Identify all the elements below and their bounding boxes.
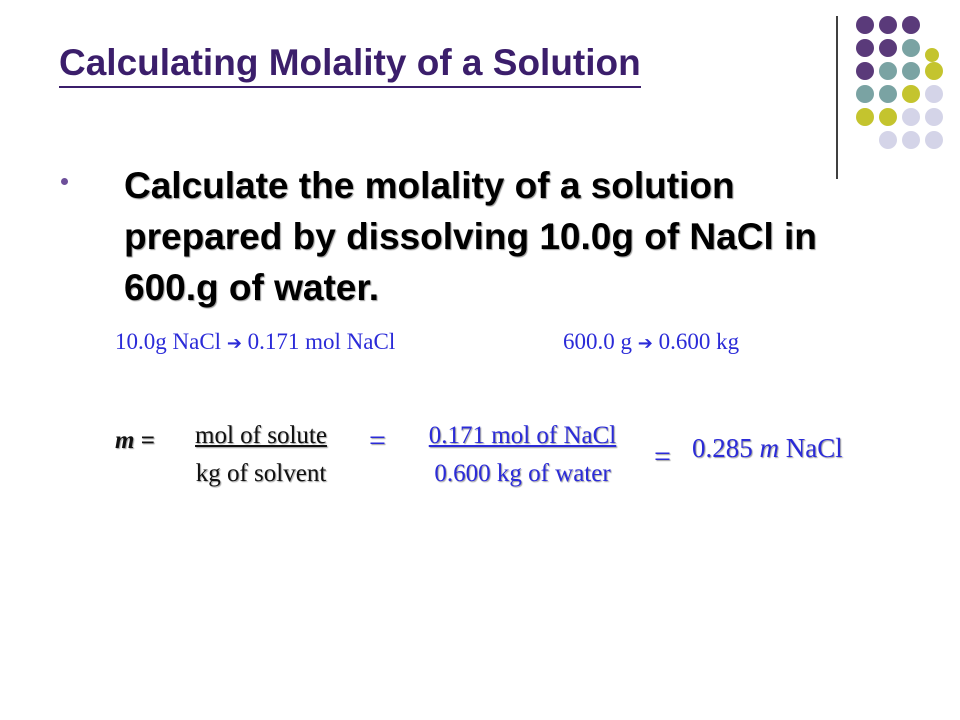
equals-sign: =	[654, 440, 671, 473]
molality-symbol	[115, 427, 155, 455]
values-denominator: 0.600 kg of water	[434, 460, 611, 487]
right-arrow-icon: ➔	[226, 333, 242, 354]
molality-m: m	[115, 427, 135, 454]
dot-icon	[879, 39, 897, 57]
bullet-text: Calculate the molality of a solution prepared by dissolving 10.0g of NaCl in 600.g of water.	[124, 165, 817, 308]
dot-icon	[902, 39, 920, 57]
dot-icon	[879, 85, 897, 103]
dot-icon	[856, 62, 874, 80]
result-substance: NaCl	[785, 433, 843, 463]
dot-icon	[902, 131, 920, 149]
equals-sign: =	[140, 427, 155, 454]
dot-icon	[925, 85, 943, 103]
dot-icon	[902, 62, 920, 80]
dot-icon	[925, 48, 939, 62]
values-fraction	[400, 417, 645, 493]
dot-icon	[879, 16, 897, 34]
equals-sign: =	[369, 424, 386, 457]
dot-icon	[902, 16, 920, 34]
conv-mass-water: 600.0 g	[563, 329, 632, 354]
dot-icon	[925, 131, 943, 149]
formula-denominator: kg of solvent	[195, 460, 327, 487]
dot-icon	[856, 85, 874, 103]
dot-icon	[856, 108, 874, 126]
dot-icon	[856, 39, 874, 57]
result-unit: m	[759, 433, 779, 463]
right-arrow-icon: ➔	[637, 333, 653, 354]
result	[692, 433, 843, 464]
dot-icon	[925, 62, 943, 80]
slide-title: Calculating Molality of a Solution	[59, 40, 641, 88]
dot-icon	[879, 108, 897, 126]
divider-line	[836, 16, 838, 179]
result-value: 0.285	[692, 433, 753, 463]
formula-numerator: mol of solute	[195, 422, 327, 449]
conversion-nacl	[115, 329, 395, 355]
dot-icon	[902, 108, 920, 126]
dot-icon	[925, 108, 943, 126]
bullet-dot-icon	[61, 178, 68, 185]
formula-fraction	[176, 417, 346, 493]
conv-mol-nacl: 0.171 mol NaCl	[247, 329, 396, 354]
dot-icon	[902, 85, 920, 103]
conv-kg-water: 0.600 kg	[658, 329, 740, 354]
dot-icon	[879, 131, 897, 149]
dot-icon	[879, 62, 897, 80]
values-numerator: 0.171 mol of NaCl	[428, 422, 617, 449]
dot-icon	[856, 16, 874, 34]
conv-mass-nacl: 10.0g NaCl	[115, 329, 222, 354]
conversion-water	[563, 329, 739, 355]
